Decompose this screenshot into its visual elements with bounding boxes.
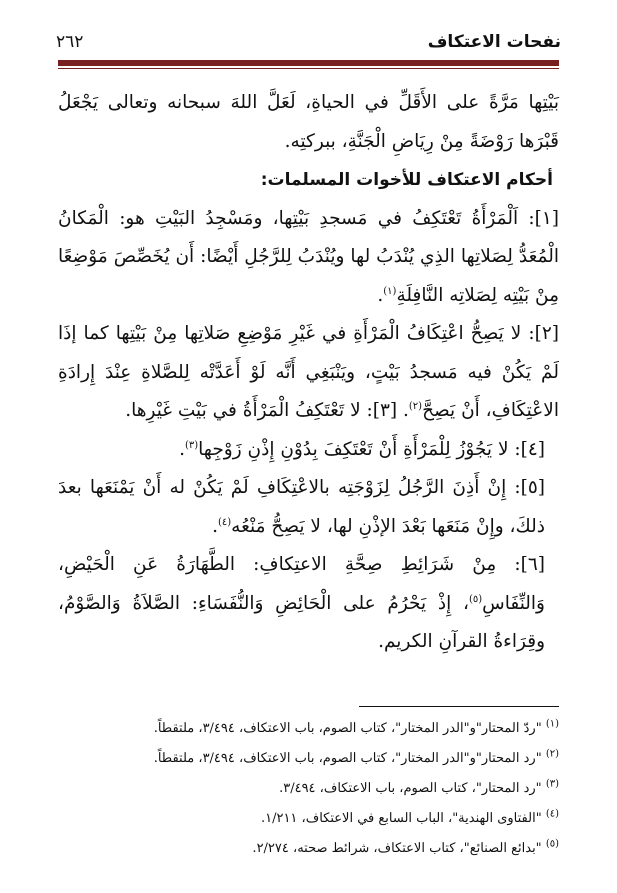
running-header xyxy=(56,22,561,62)
footnote-ref-1[interactable]: (١) xyxy=(383,285,397,297)
footnote-mark: (٥) xyxy=(545,838,559,850)
footnote-separator xyxy=(359,706,559,707)
header-rule-thin xyxy=(58,68,559,69)
ruling-5-text: [٥]: إِنْ أَذِنَ الرَّجُلُ لِزَوْجَتِه بالاعْتِكَافِ لَمْ يَكُنْ له أَنْ يَمْنَعَها بعدَ ذلكَ، وإِنْ مَنَعَها بَعْدَ الإذْنِ لها، لا يَصِحُّ مَنْعُه xyxy=(58,477,545,537)
page-number: ٢٦٢ xyxy=(56,32,84,52)
footnote-ref-2[interactable]: (٢) xyxy=(408,400,423,412)
section-heading: أحكام الاعتكاف للأخوات المسلمات: xyxy=(260,170,553,190)
ruling-6 xyxy=(58,546,559,662)
footnote-item xyxy=(58,804,559,834)
main-text xyxy=(58,84,559,662)
footnote-ref-3[interactable]: (٣) xyxy=(184,439,199,451)
footnote-item xyxy=(58,744,559,774)
footnote-item xyxy=(58,774,559,804)
ruling-5-end: . xyxy=(212,515,218,537)
ruling-2-3 xyxy=(58,315,559,431)
footnote-text: "الفتاوى الهندية"، الباب السابع في الاعتكاف، ١/٢١١. xyxy=(260,811,542,826)
book-title: نفحات الاعتكاف xyxy=(427,32,561,52)
ruling-6-text-b: ، إِذْ يَحْرُمُ على الْحَائِضِ وَالنُّفَسَاءِ: الصَّلاَةُ وَالصَّوْمُ، وقِرَاءةُ القرآنِ الكريم. xyxy=(58,592,545,652)
footnote-mark: (١) xyxy=(545,718,559,730)
ruling-4-text: [٤]: لا يَجُوْزُ لِلْمَرْأَةِ أَنْ تَعْتَكِفَ بِدُوْنِ إِذْنِ زَوْجِها xyxy=(198,438,545,460)
ruling-6-text-a: [٦]: مِنْ شَرَائِطِ صِحَّةِ الاعتِكافِ: الطَّهَارَةُ عَنِ الْحَيْضِ، وَالنِّفَاسِ xyxy=(58,554,545,614)
ruling-5 xyxy=(58,469,559,546)
footnote-mark: (٢) xyxy=(545,748,559,760)
paragraph-continuation: بَيْتِها مَرَّةً على الأَقَلِّ في الحياةِ، لَعَلَّ اللهَ سبحانه وتعالى يَجْعَلُ قَبْرَها رَوْضَةً مِنْ رِيَاضِ الْجَنَّةِ، ببركتِه. xyxy=(58,92,559,152)
footnotes xyxy=(58,714,559,864)
ruling-3-text: . [٣]: لا تَعْتَكِفُ الْمَرْأَةُ في بَيْتِ غَيْرِها. xyxy=(125,400,409,421)
footnote-text: "رد المحتار"، كتاب الصوم، باب الاعتكاف، ٣/٤٩٤. xyxy=(279,781,542,796)
footnote-text: "رد المحتار"و"الدر المختار"، كتاب الصوم، باب الاعتكاف، ٣/٤٩٤، ملتقطاً. xyxy=(153,751,542,766)
ruling-1 xyxy=(58,200,559,316)
footnote-ref-4[interactable]: (٤) xyxy=(217,516,232,528)
footnote-mark: (٤) xyxy=(545,808,559,820)
footnote-text: "بدائع الصنائع"، كتاب الاعتكاف، شرائط صحته، ٢/٢٧٤. xyxy=(252,841,542,856)
ruling-1-text: [١]: اَلْمَرْأَةُ تَعْتَكِفُ في مَسجدِ بَيْتِها، ومَسْجِدُ البَيْتِ هو: الْمَكانُ الْمُعَدُّ لِصَلاتِها الذِي يُنْدَبُ لها ويُنْدَبُ لِلرَّجُلِ أَيْضًا: أَن يُخَصِّصَ مَوْضِعًا مِنْ بَيْتِه لِصَلاتِه النَّافِلَةِ xyxy=(58,207,559,306)
footnote-item xyxy=(58,714,559,744)
footnote-text: "ردّ المحتار"و"الدر المختار"، كتاب الصوم، باب الاعتكاف، ٣/٤٩٤، ملتقطاً. xyxy=(153,721,542,736)
footnote-mark: (٣) xyxy=(545,778,559,790)
ruling-2-text: [٢]: لا يَصِحُّ اعْتِكَافُ الْمَرْأَةِ في غَيْرِ مَوْضِعِ صَلاتِها مِنْ بَيْتِها كما إذَا لَمْ يَكُنْ فيه مَسجدُ بَيْتٍ، ويَنْبَغِي أَنَّه لَوْ أَعَدَّتْه لِلصَّلاةِ عِنْدَ إِرادَةِ الاعْتِكَافِ، أَنْ يَصِحَّ xyxy=(58,323,559,421)
ruling-4-end: . xyxy=(179,438,185,460)
footnote-item xyxy=(58,834,559,864)
ruling-4 xyxy=(58,431,559,470)
footnote-ref-5[interactable]: (٥) xyxy=(468,593,483,605)
ruling-1-end: . xyxy=(377,284,384,306)
header-rule-thick xyxy=(58,60,559,66)
